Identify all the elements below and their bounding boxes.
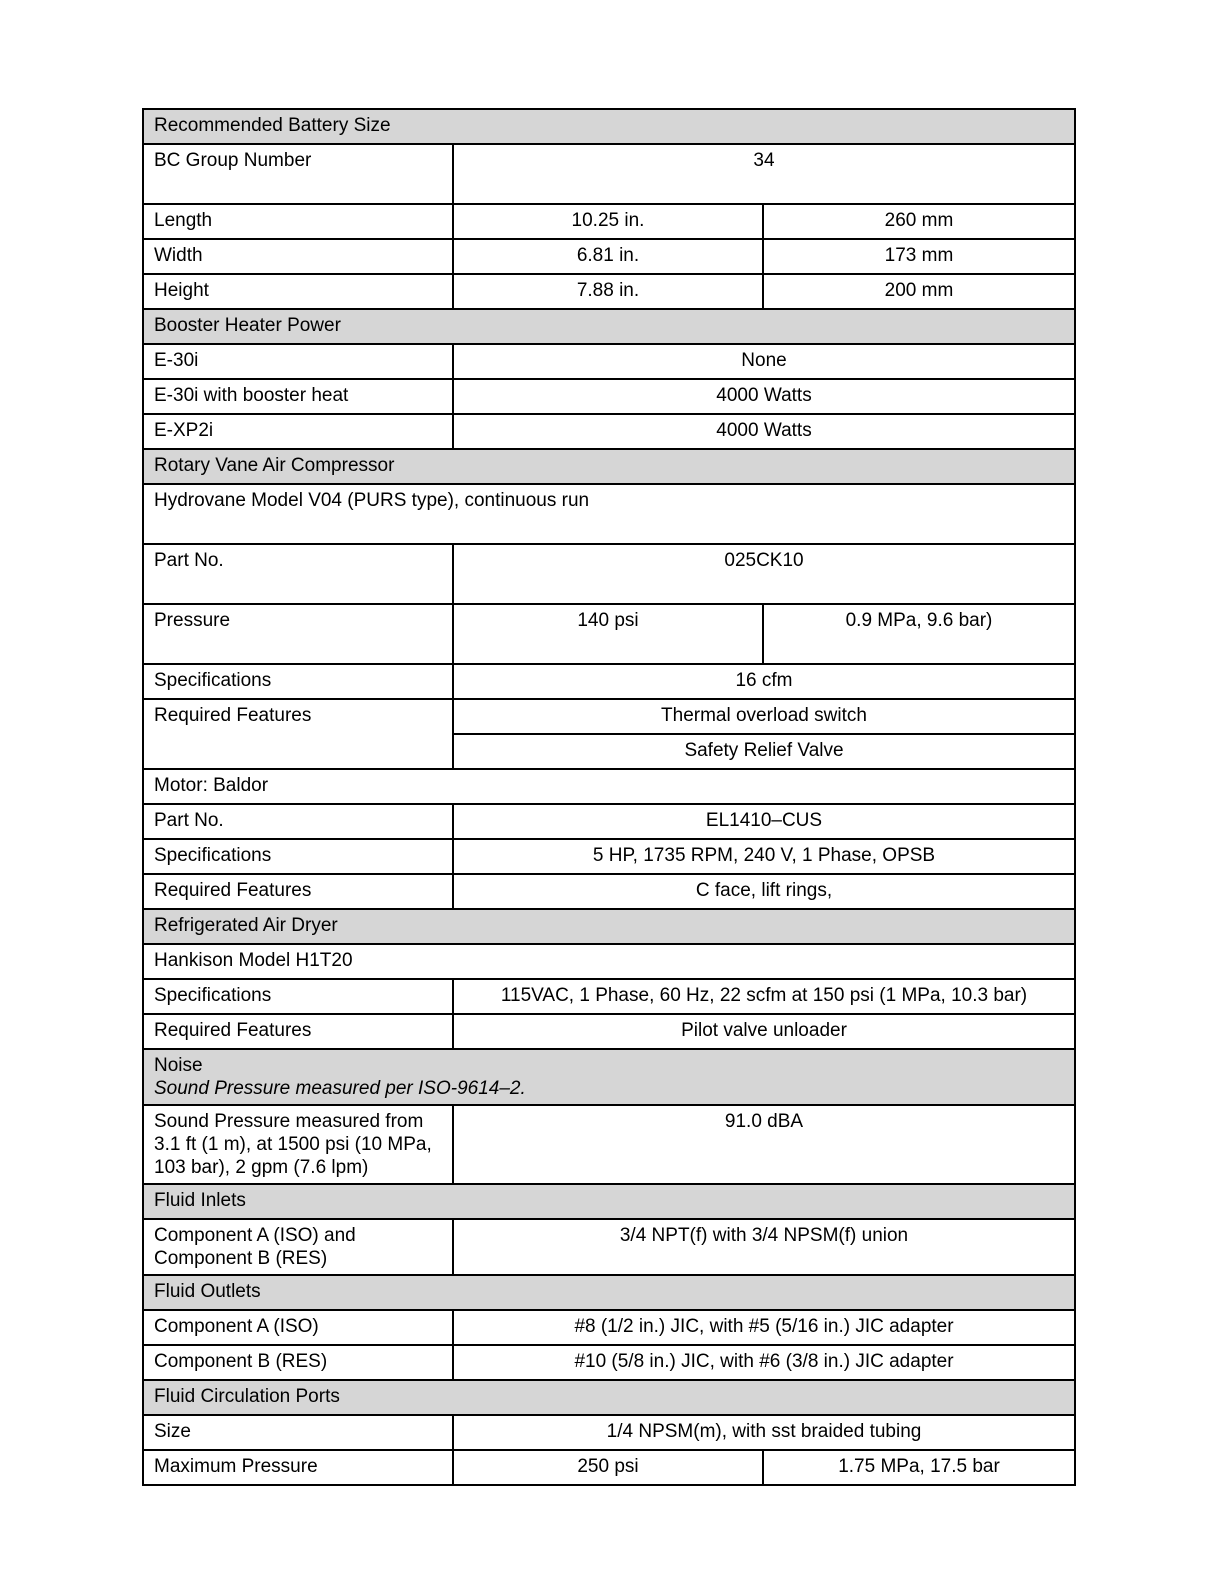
circ-size-value: 1/4 NPSM(m), with sst braided tubing <box>453 1415 1075 1450</box>
circ-max-label: Maximum Pressure <box>143 1450 453 1485</box>
compressor-spec-label: Specifications <box>143 664 453 699</box>
booster-exp2i-value: 4000 Watts <box>453 414 1075 449</box>
booster-e30i-value: None <box>453 344 1075 379</box>
outlet-b-value: #10 (5/8 in.) JIC, with #6 (3/8 in.) JIC adapter <box>453 1345 1075 1380</box>
motor-spec-label: Specifications <box>143 839 453 874</box>
motor-req-label: Required Features <box>143 874 453 909</box>
motor-part-label: Part No. <box>143 804 453 839</box>
specifications-table <box>142 108 1076 1486</box>
compressor-pressure-metric: 0.9 MPa, 9.6 bar) <box>763 604 1075 664</box>
compressor-pressure-psi: 140 psi <box>453 604 763 664</box>
booster-e30i-label: E-30i <box>143 344 453 379</box>
noise-title: Noise <box>154 1055 203 1076</box>
compressor-spec-value: 16 cfm <box>453 664 1075 699</box>
compressor-model: Hydrovane Model V04 (PURS type), continuous run <box>143 484 1075 544</box>
compressor-part-label: Part No. <box>143 544 453 604</box>
length-in-value: 10.25 in. <box>453 204 763 239</box>
outlet-a-label: Component A (ISO) <box>143 1310 453 1345</box>
circ-max-metric: 1.75 MPa, 17.5 bar <box>763 1450 1075 1485</box>
motor-spec-value: 5 HP, 1735 RPM, 240 V, 1 Phase, OPSB <box>453 839 1075 874</box>
height-label: Height <box>143 274 453 309</box>
width-mm-value: 173 mm <box>763 239 1075 274</box>
dryer-model: Hankison Model H1T20 <box>143 944 1075 979</box>
outlet-b-label: Component B (RES) <box>143 1345 453 1380</box>
noise-condition-label: Sound Pressure measured from 3.1 ft (1 m), at 1500 psi (10 MPa, 103 bar), 2 gpm (7.6 lpm) <box>143 1105 453 1184</box>
inlets-label: Component A (ISO) and Component B (RES) <box>143 1219 453 1275</box>
section-header-battery: Recommended Battery Size <box>143 109 1075 144</box>
bc-group-label: BC Group Number <box>143 144 453 204</box>
compressor-pressure-label: Pressure <box>143 604 453 664</box>
height-mm-value: 200 mm <box>763 274 1075 309</box>
length-label: Length <box>143 204 453 239</box>
inlets-value: 3/4 NPT(f) with 3/4 NPSM(f) union <box>453 1219 1075 1275</box>
section-header-compressor: Rotary Vane Air Compressor <box>143 449 1075 484</box>
booster-e30i-heat-value: 4000 Watts <box>453 379 1075 414</box>
section-header-inlets: Fluid Inlets <box>143 1184 1075 1219</box>
dryer-req-label: Required Features <box>143 1014 453 1049</box>
bc-group-value: 34 <box>453 144 1075 204</box>
height-in-value: 7.88 in. <box>453 274 763 309</box>
length-mm-value: 260 mm <box>763 204 1075 239</box>
motor-header: Motor: Baldor <box>143 769 1075 804</box>
motor-req-value: C face, lift rings, <box>453 874 1075 909</box>
dryer-spec-label: Specifications <box>143 979 453 1014</box>
compressor-req-value-1: Thermal overload switch <box>453 699 1075 734</box>
compressor-part-value: 025CK10 <box>453 544 1075 604</box>
section-header-noise <box>143 1049 1075 1105</box>
booster-exp2i-label: E-XP2i <box>143 414 453 449</box>
width-in-value: 6.81 in. <box>453 239 763 274</box>
dryer-spec-value: 115VAC, 1 Phase, 60 Hz, 22 scfm at 150 psi (1 MPa, 10.3 bar) <box>453 979 1075 1014</box>
circ-size-label: Size <box>143 1415 453 1450</box>
section-header-booster: Booster Heater Power <box>143 309 1075 344</box>
width-label: Width <box>143 239 453 274</box>
dryer-req-value: Pilot valve unloader <box>453 1014 1075 1049</box>
noise-subtitle: Sound Pressure measured per ISO-9614–2. <box>154 1078 526 1099</box>
compressor-req-label: Required Features <box>143 699 453 769</box>
section-header-dryer: Refrigerated Air Dryer <box>143 909 1075 944</box>
noise-value: 91.0 dBA <box>453 1105 1075 1184</box>
booster-e30i-heat-label: E-30i with booster heat <box>143 379 453 414</box>
section-header-outlets: Fluid Outlets <box>143 1275 1075 1310</box>
circ-max-psi: 250 psi <box>453 1450 763 1485</box>
motor-part-value: EL1410–CUS <box>453 804 1075 839</box>
section-header-circulation: Fluid Circulation Ports <box>143 1380 1075 1415</box>
outlet-a-value: #8 (1/2 in.) JIC, with #5 (5/16 in.) JIC adapter <box>453 1310 1075 1345</box>
compressor-req-value-2: Safety Relief Valve <box>453 734 1075 769</box>
